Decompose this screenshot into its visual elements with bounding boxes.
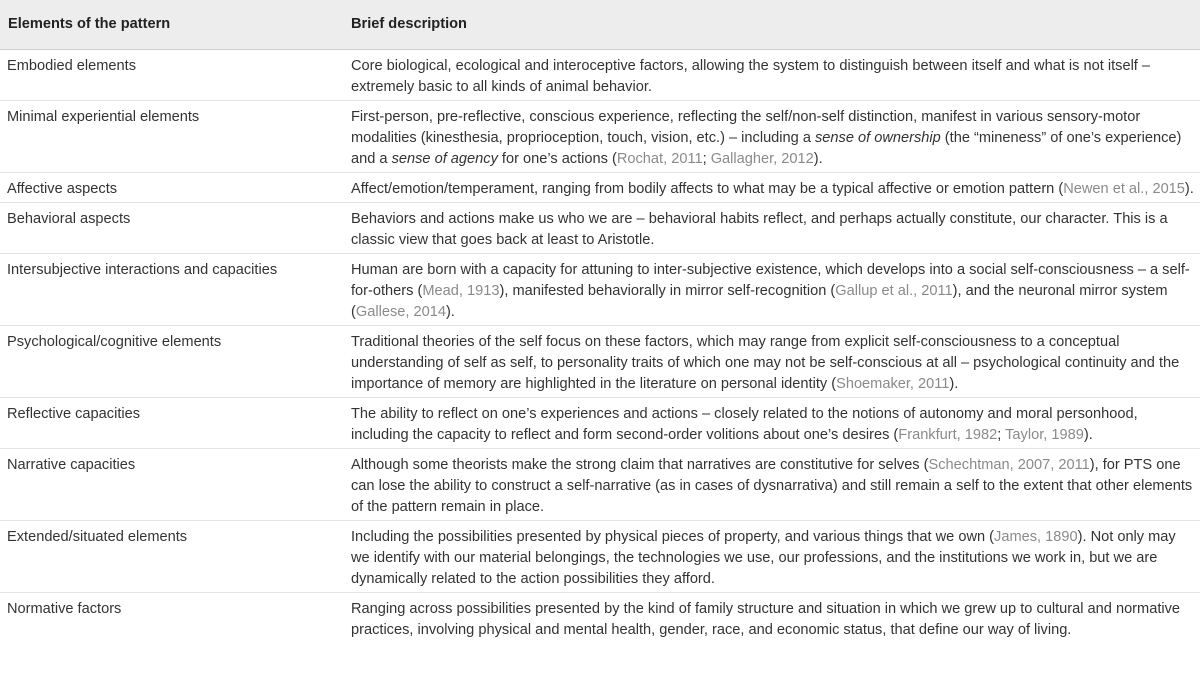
table-body — [0, 49, 1200, 643]
description-text: ). — [1184, 180, 1194, 197]
element-cell: Normative factors — [7, 600, 122, 617]
emphasis-text: sense of ownership — [815, 129, 941, 146]
element-cell: Intersubjective interactions and capacities — [0, 253, 343, 325]
header-row — [0, 0, 1200, 49]
description-text: ). — [445, 303, 455, 320]
description-text: Traditional theories of the self focus on these factors, which may range from explicit self-consciousness to a conceptual understanding of self as self, to personality traits of which one may not be self-conscious at all – psychological continuity and the importance of memory are highlighted in the literature on personal identity ( — [351, 333, 1180, 392]
emphasis-text: sense of agency — [391, 150, 498, 167]
description-cell — [343, 202, 1200, 253]
description-text: Behaviors and actions make us who we are – behavioral habits reflect, and perhaps actually constitute, our character. This is a classic view that goes back at least to Aristotle. — [351, 210, 1168, 248]
table-header — [0, 0, 1200, 49]
table-row — [0, 100, 1200, 172]
description-text: ), manifested behaviorally in mirror self-recognition ( — [499, 282, 836, 299]
table-row — [0, 325, 1200, 397]
description-cell — [343, 49, 1200, 100]
citation-link: Mead, 1913 — [422, 282, 500, 299]
table-row — [0, 592, 1200, 643]
citation-link: Gallagher, 2012 — [710, 150, 814, 167]
citation-link: Frankfurt, 1982 — [898, 426, 998, 443]
table-row — [0, 49, 1200, 100]
description-cell — [343, 520, 1200, 592]
description-text: Including the possibilities presented by physical pieces of property, and various things that we own ( — [351, 528, 995, 545]
description-text: ). — [813, 150, 823, 167]
description-cell — [343, 253, 1200, 325]
description-text: for one’s actions ( — [497, 150, 617, 167]
element-cell: Embodied elements — [0, 49, 343, 100]
description-text: First-person, pre-reflective, conscious experience, reflecting the self/non-self distinction, manifest in various sensory-motor modalities (kinesthesia, proprioception, touch, vision, etc.) – including a — [351, 108, 1141, 146]
description-cell — [343, 325, 1200, 397]
element-cell: Minimal experiential elements — [0, 100, 343, 172]
table-row — [0, 202, 1200, 253]
citation-link: Newen et al., 2015 — [1063, 180, 1185, 197]
description-cell — [343, 100, 1200, 172]
description-text: ; — [702, 150, 711, 167]
table-row — [0, 448, 1200, 520]
description-text: (the “mineness” of one’s experience) and a — [351, 129, 1182, 167]
description-text: Ranging across possibilities presented by the kind of family structure and situation in which we grew up to cultural and normative practices, involving physical and mental health, gender, race, and economic status, that define our way of living. — [351, 600, 1181, 638]
citation-link: Schechtman, 2007, 2011 — [928, 456, 1090, 473]
citation-link: Gallese, 2014 — [355, 303, 446, 320]
table-row — [0, 520, 1200, 592]
table-row — [0, 397, 1200, 448]
description-text: Affect/emotion/temperament, ranging from bodily affects to what may be a typical affective or emotion pattern ( — [351, 180, 1064, 197]
element-cell: Narrative capacities — [0, 448, 343, 520]
description-text: ). — [949, 375, 959, 392]
element-cell: Affective aspects — [0, 172, 343, 202]
description-text: Although some theorists make the strong claim that narratives are constitutive for selves ( — [351, 456, 929, 473]
citation-link: James, 1890 — [994, 528, 1078, 545]
description-cell — [343, 448, 1200, 520]
description-text: ), for PTS one can lose the ability to construct a self-narrative (as in cases of dysnarrativa) and still remain a self to the extent that other elements of the pattern remain in place. — [351, 456, 1193, 515]
citation-link: Shoemaker, 2011 — [836, 375, 950, 392]
citation-link: Taylor, 1989 — [1005, 426, 1084, 443]
description-text: ), and the neuronal mirror system ( — [351, 282, 1168, 320]
description-text: The ability to reflect on one’s experiences and actions – closely related to the notions of autonomy and moral personhood, including the capacity to reflect and form second-order volitions about one’s desires ( — [351, 405, 1138, 443]
description-cell — [343, 172, 1200, 202]
description-cell — [343, 397, 1200, 448]
description-text: Human are born with a capacity for attuning to inter-subjective existence, which develops into a social self-consciousness – a self-for-others ( — [351, 261, 1190, 299]
element-cell: Reflective capacities — [0, 397, 343, 448]
header-description: Brief description — [343, 0, 1200, 49]
description-text: ; — [997, 426, 1006, 443]
description-cell — [343, 592, 1200, 643]
header-elements: Elements of the pattern — [0, 0, 343, 49]
citation-link: Rochat, 2011 — [616, 150, 703, 167]
table-row — [0, 172, 1200, 202]
description-text: ). — [1083, 426, 1093, 443]
table-row — [0, 253, 1200, 325]
element-cell: Extended/situated elements — [0, 520, 343, 592]
citation-link: Gallup et al., 2011 — [835, 282, 953, 299]
element-cell: Psychological/cognitive elements — [0, 325, 343, 397]
description-text: ). Not only may we identify with our material belongings, the technologies we use, our professions, and the institutions we work in, but we are dynamically related to the action possibilities they afford. — [351, 528, 1176, 587]
description-text: Core biological, ecological and interoceptive factors, allowing the system to distinguish between itself and what is not itself – extremely basic to all kinds of animal behavior. — [351, 57, 1151, 95]
element-cell: Behavioral aspects — [0, 202, 343, 253]
